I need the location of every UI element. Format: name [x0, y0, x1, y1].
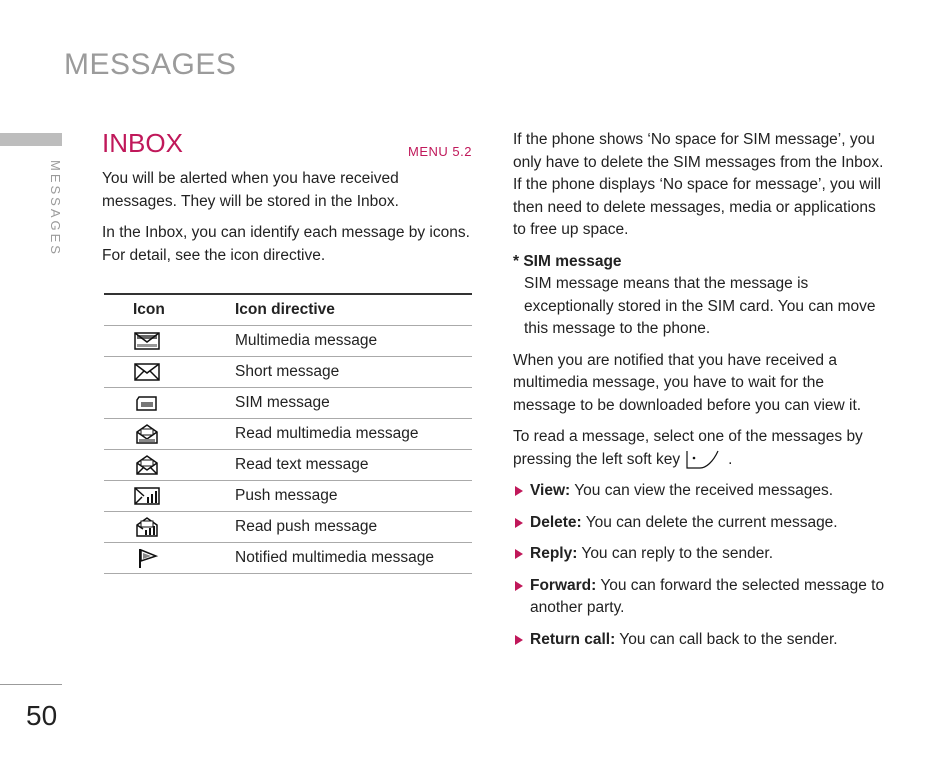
option-return-call: [513, 629, 885, 652]
table-row: [104, 450, 472, 481]
option-text: You can view the received messages.: [570, 482, 833, 499]
icon-column-header: Icon: [104, 294, 235, 326]
arrow-right-icon: [515, 635, 523, 645]
menu-reference: MENU 5.2: [408, 144, 472, 159]
directive-label: Multimedia message: [235, 326, 472, 357]
directive-label: Notified multimedia message: [235, 543, 472, 574]
table-row: [104, 357, 472, 388]
left-column: [102, 128, 472, 276]
download-paragraph: When you are notified that you have received a multimedia message, you have to wait for the message to be downloaded before you can view it.: [513, 351, 862, 414]
read-text-message-icon: [134, 455, 160, 475]
arrow-right-icon: [515, 486, 523, 496]
arrow-right-icon: [515, 581, 523, 591]
section-header: [102, 128, 472, 168]
left-soft-key-icon: [686, 449, 720, 469]
side-chapter-label: MESSAGES: [48, 160, 63, 257]
sim-note-title: * SIM message: [513, 252, 622, 270]
table-row: [104, 512, 472, 543]
option-view: [513, 480, 885, 503]
directive-label: Read multimedia message: [235, 419, 472, 450]
chapter-title: MESSAGES: [64, 48, 237, 81]
read-instruction-end: .: [728, 450, 733, 468]
multimedia-message-icon: [134, 331, 160, 351]
directive-label: Read push message: [235, 512, 472, 543]
table-row: [104, 326, 472, 357]
option-forward: [513, 575, 885, 620]
option-text: You can reply to the sender.: [577, 545, 773, 562]
push-message-icon: [134, 486, 160, 506]
table-row: [104, 419, 472, 450]
read-instruction-paragraph: [513, 426, 885, 471]
section-title: INBOX: [102, 128, 183, 158]
storage-paragraph: If the phone shows ‘No space for SIM message’, you only have to delete the SIM messages from the Inbox. If the phone displays ‘No space for message’, you will then need to delete messages, media or applications to free up space.: [513, 131, 884, 238]
right-column: [513, 129, 885, 660]
table-row: [104, 543, 472, 574]
option-text: You can call back to the sender.: [615, 630, 838, 648]
option-term: Return call:: [530, 630, 616, 648]
short-message-icon: [134, 362, 160, 382]
option-term: View:: [530, 482, 571, 499]
table-row: [104, 388, 472, 419]
option-term: Delete:: [530, 513, 582, 531]
sim-note-body: SIM message means that the message is exceptionally stored in the SIM card. You can move this message to the phone.: [524, 275, 876, 337]
read-multimedia-message-icon: [134, 424, 160, 444]
table-header-row: [104, 294, 472, 326]
page-number: 50: [26, 700, 58, 731]
arrow-right-icon: [515, 549, 523, 559]
read-push-message-icon: [134, 517, 160, 537]
intro-paragraph-2: In the Inbox, you can identify each message by icons. For detail, see the icon directive.: [102, 224, 470, 264]
intro-paragraph-1: You will be alerted when you have received messages. They will be stored in the Inbox.: [102, 170, 399, 210]
table-row: [104, 481, 472, 512]
option-term: Reply:: [530, 545, 578, 562]
footer-rule: [0, 684, 62, 685]
option-term: Forward:: [530, 576, 597, 594]
icon-directive-table: [104, 293, 472, 574]
directive-label: SIM message: [235, 388, 472, 419]
option-delete: [513, 512, 885, 535]
arrow-right-icon: [515, 518, 523, 528]
option-text: You can forward the selected message to another party.: [530, 576, 885, 616]
directive-column-header: Icon directive: [235, 294, 472, 326]
option-text: You can delete the current message.: [581, 513, 838, 531]
notified-multimedia-message-icon: [134, 548, 160, 568]
directive-label: Short message: [235, 357, 472, 388]
directive-label: Push message: [235, 481, 472, 512]
side-tab-bar: [0, 133, 62, 146]
read-instruction-text: To read a message, select one of the messages by pressing the left soft key: [513, 428, 863, 468]
sim-message-icon: [134, 393, 160, 413]
option-reply: [513, 543, 885, 566]
directive-label: Read text message: [235, 450, 472, 481]
